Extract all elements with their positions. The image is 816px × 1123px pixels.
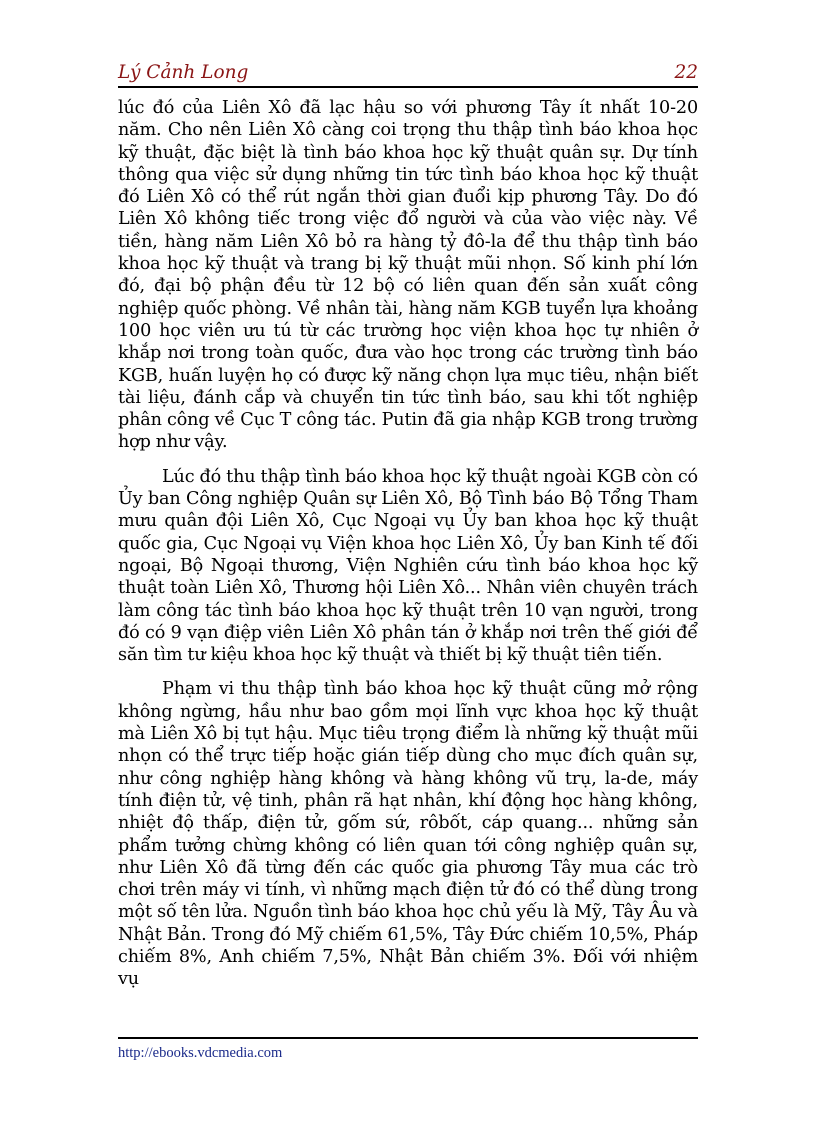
footer-link[interactable]: http://ebooks.vdcmedia.com (118, 1045, 283, 1061)
document-page (118, 0, 698, 1123)
header-page-number: 22 (674, 62, 698, 83)
paragraph-3: Phạm vi thu thập tình báo khoa học kỹ thuật cũng mở rộng không ngừng, hầu như bao gồm mọi lĩnh vực khoa học kỹ thuật mà Liên Xô bị tụt hậu. Mục tiêu trọng điểm là những kỹ thuật mũi nhọn có thể trực tiếp hoặc gián tiếp dùng cho mục đích quân sự, như công nghiệp hàng không và hàng không vũ trụ, la-de, máy tính điện tử, vệ tinh, phân rã hạt nhân, khí động học hàng không, nhiệt độ thấp, điện tử, gốm sứ, rôbốt, cáp quang... những sản phẩm tưởng chừng không có liên quan tới công nghiệp quân sự, như Liên Xô đã từng đến các quốc gia phương Tây mua các trò chơi trên máy vi tính, vì những mạch điện tử đó có thể dùng trong một số tên lửa. Nguồn tình báo khoa học chủ yếu là Mỹ, Tây Âu và Nhật Bản. Trong đó Mỹ chiếm 61,5%, Tây Đức chiếm 10,5%, Pháp chiếm 8%, Anh chiếm 7,5%, Nhật Bản chiếm 3%. Đối với nhiệm vụ (118, 679, 698, 990)
paragraph-2: Lúc đó thu thập tình báo khoa học kỹ thuật ngoài KGB còn có Ủy ban Công nghiệp Quân sự Liên Xô, Bộ Tình báo Bộ Tổng Tham mưu quân đội Liên Xô, Cục Ngoại vụ Ủy ban khoa học kỹ thuật quốc gia, Cục Ngoại vụ Viện khoa học Liên Xô, Ủy ban Kinh tế đối ngoại, Bộ Ngoại thương, Viện Nghiên cứu tình báo khoa học kỹ thuật toàn Liên Xô, Thương hội Liên Xô... Nhân viên chuyên trách làm công tác tình báo khoa học kỹ thuật trên 10 vạn người, trong đó có 9 vạn điệp viên Liên Xô phân tán ở khắp nơi trên thế giới để săn tìm tư kiệu khoa học kỹ thuật và thiết bị kỹ thuật tiên tiến. (118, 466, 698, 666)
header-author: Lý Cảnh Long (118, 62, 249, 83)
page-header (118, 58, 698, 84)
body-text (118, 97, 698, 1003)
header-rule (118, 86, 698, 88)
footer-rule (118, 1037, 698, 1039)
paragraph-1: lúc đó của Liên Xô đã lạc hậu so với phương Tây ít nhất 10-20 năm. Cho nên Liên Xô càng coi trọng thu thập tình báo khoa học kỹ thuật, đặc biệt là tình báo khoa học kỹ thuật quân sự. Dự tính thông qua việc sử dụng những tin tức tình báo khoa học kỹ thuật đó Liên Xô có thể rút ngắn thời gian đuổi kịp phương Tây. Do đó Liên Xô không tiếc trong việc đổ người và của vào việc này. Về tiền, hàng năm Liên Xô bỏ ra hàng tỷ đô-la để thu thập tình báo khoa học kỹ thuật và trang bị kỹ thuật mũi nhọn. Số kinh phí lớn đó, đại bộ phận đều từ 12 bộ có liên quan đến sản xuất công nghiệp quốc phòng. Về nhân tài, hàng năm KGB tuyển lựa khoảng 100 học viên ưu tú từ các trường học viện khoa học tự nhiên ở khắp nơi trong toàn quốc, đưa vào học trong các trường tình báo KGB, huấn luyện họ có được kỹ năng chọn lựa mục tiêu, nhận biết tài liệu, đánh cắp và chuyển tin tức tình báo, sau khi tốt nghiệp phân công về Cục T công tác. Putin đã gia nhập KGB trong trường hợp như vậy. (118, 98, 698, 453)
